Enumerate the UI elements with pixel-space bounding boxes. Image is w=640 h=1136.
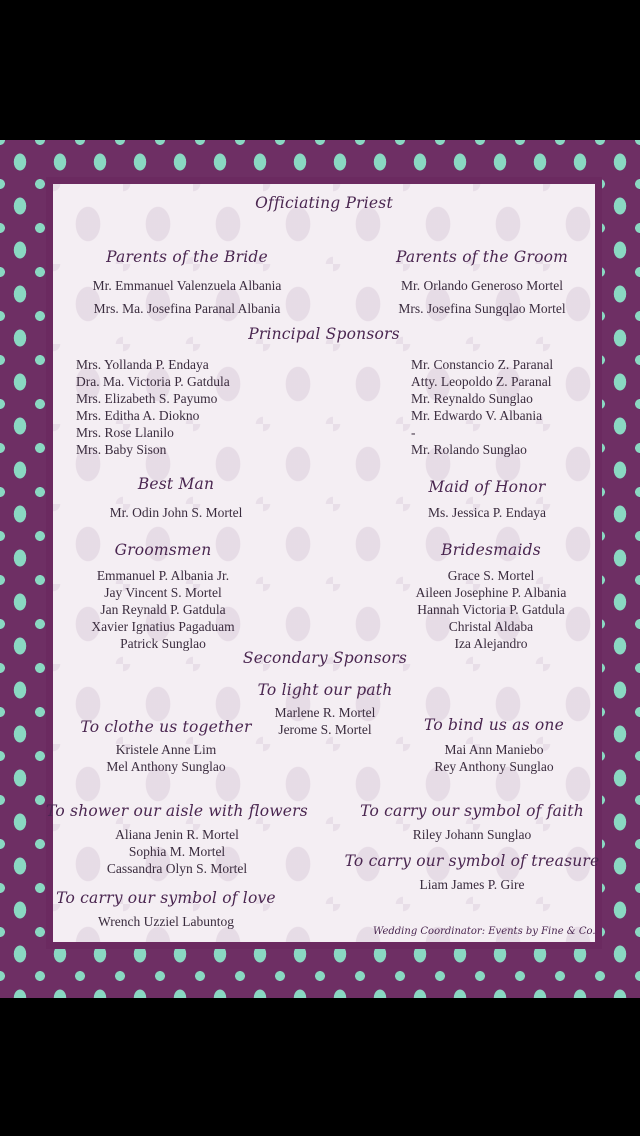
maid-of-honor-heading: Maid of Honor <box>428 478 546 496</box>
groomsmen-heading: Groomsmen <box>114 541 212 559</box>
love-heading: To carry our symbol of love <box>56 889 276 907</box>
bind-heading: To bind us as one <box>424 716 564 734</box>
principal-sponsors-heading: Principal Sponsors <box>248 325 400 343</box>
principal-sponsors-left-list <box>76 356 230 458</box>
list-item: Atty. Leopoldo Z. Paranal <box>411 374 552 389</box>
light-path-name-2: Jerome S. Mortel <box>278 722 372 737</box>
top-black-bar <box>0 0 640 140</box>
list-item: Aileen Josephine P. Albania <box>415 585 567 600</box>
love-name: Wrench Uzziel Labuntog <box>98 914 234 929</box>
shower-name-2: Sophia M. Mortel <box>128 844 226 859</box>
bridesmaids-heading: Bridesmaids <box>441 541 541 559</box>
principal-sponsors-right-list <box>411 356 553 458</box>
light-path-name-1: Marlene R. Mortel <box>274 705 376 720</box>
list-item: Jay Vincent S. Mortel <box>104 585 222 600</box>
list-item: Mr. Constancio Z. Paranal <box>411 357 554 372</box>
bind-name-1: Mai Ann Maniebo <box>444 742 544 757</box>
list-item: Mr. Reynaldo Sunglao <box>411 391 533 406</box>
shower-name-3: Cassandra Olyn S. Mortel <box>106 861 248 876</box>
parents-groom-heading: Parents of the Groom <box>395 248 569 266</box>
list-item: Mr. Rolando Sunglao <box>411 442 527 457</box>
list-item: Christal Aldaba <box>448 619 534 634</box>
faith-name: Riley Johann Sunglao <box>412 827 532 842</box>
list-item: Mrs. Editha A. Diokno <box>76 408 200 423</box>
shower-heading: To shower our aisle with flowers <box>46 802 308 820</box>
shower-name-1: Aliana Jenin R. Mortel <box>115 827 239 842</box>
light-path-heading: To light our path <box>257 681 393 699</box>
list-item: Mrs. Baby Sison <box>76 442 167 457</box>
list-item: - <box>411 425 416 440</box>
clothe-name-2: Mel Anthony Sunglao <box>106 759 226 774</box>
bottom-black-bar <box>0 998 640 1136</box>
list-item: Hannah Victoria P. Gatdula <box>417 602 565 617</box>
parents-groom-name-1: Mr. Orlando Generoso Mortel <box>401 278 563 293</box>
wedding-coordinator-credit: Wedding Coordinator: Events by Fine & Co. <box>373 926 596 937</box>
maid-of-honor-name: Ms. Jessica P. Endaya <box>427 505 547 520</box>
best-man-name: Mr. Odin John S. Mortel <box>109 505 243 520</box>
bind-name-2: Rey Anthony Sunglao <box>434 759 554 774</box>
clothe-name-1: Kristele Anne Lim <box>115 742 217 757</box>
groomsmen-list <box>91 567 234 652</box>
list-item: Jan Reynald P. Gatdula <box>100 602 226 617</box>
clothe-heading: To clothe us together <box>80 718 252 736</box>
list-item: Mrs. Yollanda P. Endaya <box>76 357 209 372</box>
officiating-priest-heading: Officiating Priest <box>255 194 393 212</box>
parents-groom-name-2: Mrs. Josefina Sungqlao Mortel <box>398 301 566 316</box>
bridesmaids-list <box>416 567 567 652</box>
list-item: Iza Alejandro <box>454 636 528 651</box>
list-item: Grace S. Mortel <box>447 568 535 583</box>
faith-heading: To carry our symbol of faith <box>360 802 584 820</box>
list-item: Xavier Ignatius Pagaduam <box>91 619 235 634</box>
list-item: Dra. Ma. Victoria P. Gatdula <box>76 374 230 389</box>
list-item: Mrs. Rose Llanilo <box>76 425 174 440</box>
parents-bride-heading: Parents of the Bride <box>106 248 268 266</box>
treasure-name: Liam James P. Gire <box>419 877 525 892</box>
list-item: Patrick Sunglao <box>120 636 206 651</box>
list-item: Mr. Edwardo V. Albania <box>411 408 543 423</box>
best-man-heading: Best Man <box>137 475 215 493</box>
entourage-card <box>46 184 600 942</box>
list-item: Emmanuel P. Albania Jr. <box>96 568 230 583</box>
list-item: Mrs. Elizabeth S. Payumo <box>76 391 218 406</box>
secondary-sponsors-heading: Secondary Sponsors <box>242 649 408 667</box>
parents-bride-name-2: Mrs. Ma. Josefina Paranal Albania <box>93 301 281 316</box>
parents-bride-name-1: Mr. Emmanuel Valenzuela Albania <box>92 278 282 293</box>
treasure-heading: To carry our symbol of treasure <box>344 852 600 870</box>
